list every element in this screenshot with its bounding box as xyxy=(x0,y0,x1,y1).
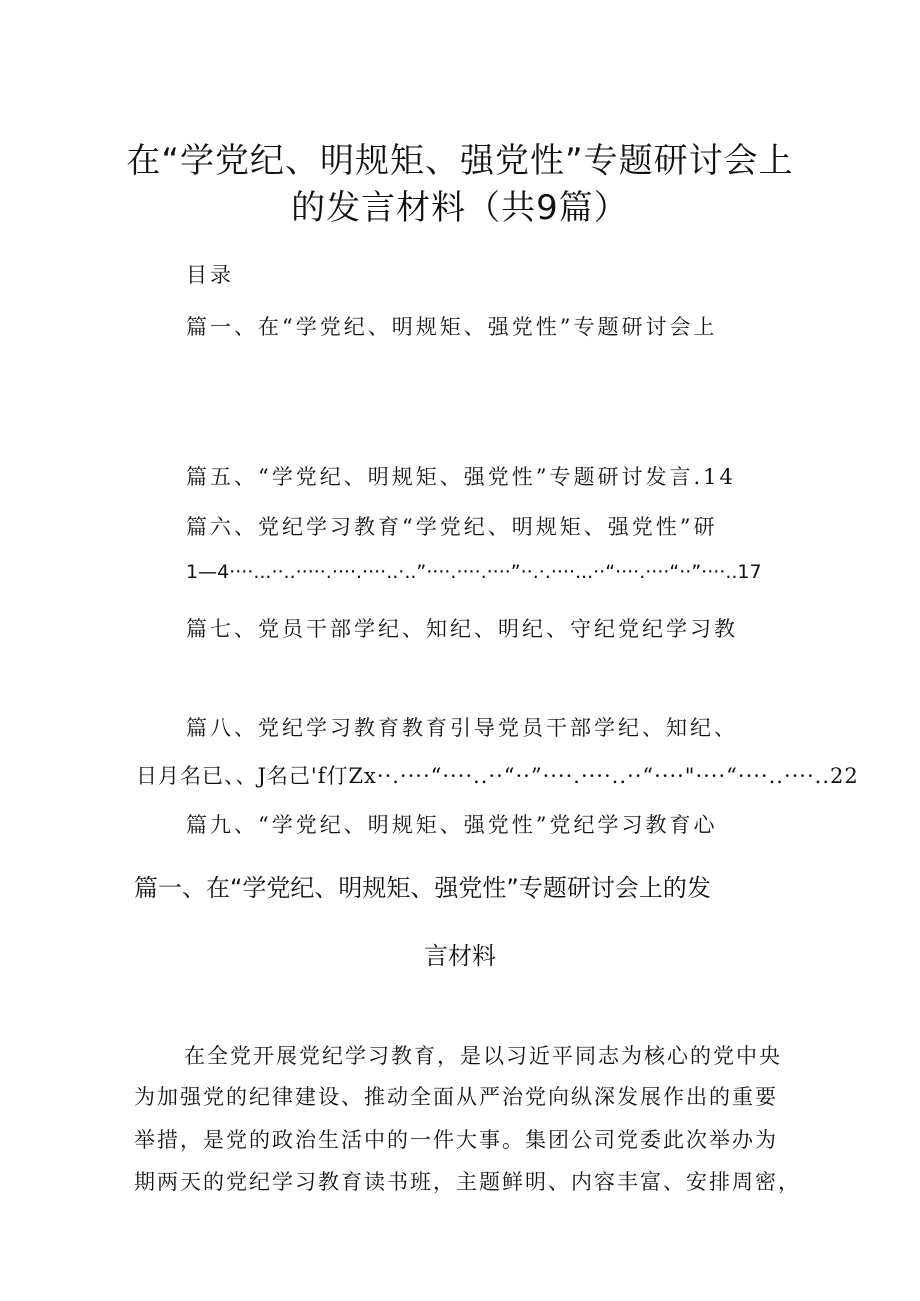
toc-item[interactable]: 篇七、党员干部学纪、知纪、明纪、守纪党纪学习教 xyxy=(186,617,738,641)
toc-item[interactable]: 篇九、“学党纪、明规矩、强党性”党纪学习教育心 xyxy=(186,813,718,837)
toc-heading: 目录 xyxy=(186,263,234,287)
toc-item[interactable]: 篇八、党纪学习教育教育引导党员干部学纪、知纪、 xyxy=(186,716,738,740)
toc-item[interactable]: 篇五、“学党纪、明规矩、强党性”专题研讨发言.14 xyxy=(186,465,736,489)
toc-item-continuation[interactable]: 日月名已、、J名己'f仃Zx··.····“····..··“··”····.····..··“····"····“····..····..22 xyxy=(136,764,859,788)
paragraph-line: 期两天的党纪学习教育读书班，主题鲜明、内容丰富、安排周密， xyxy=(134,1170,801,1194)
toc-item-continuation[interactable]: 1—4····...··..·····.····.····..·..”····.····.····”··.·.····...··“····.····“··”····..17 xyxy=(186,561,762,583)
paragraph-line: 在全党开展党纪学习教育，是以习近平同志为核心的党中央 xyxy=(184,1044,782,1068)
toc-item[interactable]: 篇六、党纪学习教育“学党纪、明规矩、强党性”研 xyxy=(186,515,718,539)
section-heading-line-2: 言材料 xyxy=(424,942,496,970)
document-title-line-1: 在“学党纪、明规矩、强党性”专题研讨会上 xyxy=(126,141,794,181)
document-title-line-2: 的发言材料（共9篇） xyxy=(291,188,629,228)
toc-item[interactable]: 篇一、在“学党纪、明规矩、强党性”专题研讨会上 xyxy=(186,315,718,339)
paragraph-line: 举措，是党的政治生活中的一件大事。集团公司党委此次举办为 xyxy=(134,1128,778,1152)
section-heading-line-1: 篇一、在“学党纪、明规矩、强党性”专题研讨会上的发 xyxy=(134,874,711,902)
paragraph-line: 为加强党的纪律建设、推动全面从严治党向纵深发展作出的重要 xyxy=(134,1085,778,1109)
